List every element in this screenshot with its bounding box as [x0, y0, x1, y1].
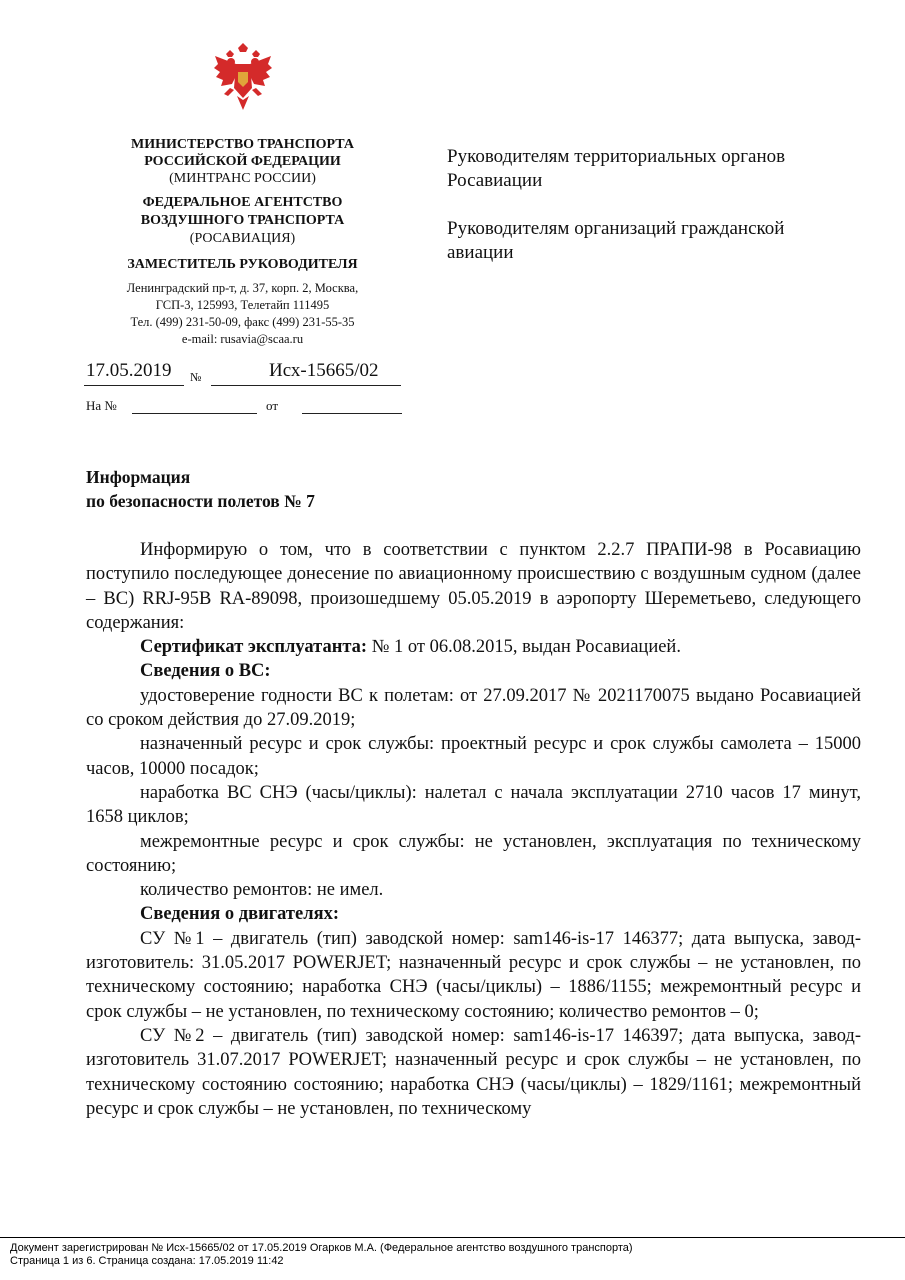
ministry-name-line2: РОССИЙСКОЙ ФЕДЕРАЦИИ: [144, 154, 341, 169]
document-number: Исх-15665/02: [269, 360, 379, 381]
paragraph-assigned-resource: назначенный ресурс и срок службы: проектный ресурс и срок службы самолета – 15000 часов, 10000 посадок;: [86, 734, 861, 779]
engines-info-heading-text: Сведения о двигателях:: [140, 904, 339, 925]
footer-line2: Страница 1 из 6. Страница создана: 17.05.2019 11:42: [10, 1255, 284, 1267]
heading-line2: по безопасности полетов № 7: [86, 491, 315, 511]
recipient-1-line2: Росавиации: [447, 170, 543, 191]
agency-short-name: (РОСАВИАЦИЯ): [189, 231, 296, 246]
paragraph-intro: Информирую о том, что в соответствии с пунктом 2.2.7 ПРАПИ-98 в Росавиацию поступило последующее донесение по авиационному происшествию с воздушным судном (далее – ВС) RRJ-95В RA-89098, произошедшему 05.05.2019 в аэропорту Шереметьево, следующего содержания:: [86, 540, 861, 633]
in-reply-to-label: На №: [86, 398, 117, 413]
paragraph-airworthiness: удостоверение годности ВС к полетам: от 27.09.2017 № 2021170075 выдано Росавиацией со сроком действия до 27.09.2019;: [86, 685, 861, 731]
aircraft-info-heading: [86, 659, 861, 683]
certificate-label: Сертификат эксплуатанта:: [140, 637, 368, 658]
date-underline: [84, 385, 184, 386]
paragraph-engine-2: СУ №2 – двигатель (тип) заводской номер: sam146-is-17 146397; дата выпуска, завод-изготовитель 31.07.2017 POWERJET; назначенный ресурс и срок службы – не установлен, по техническому состоянию состоянию; наработка СНЭ (часы/циклы) – 1829/1161; межремонтный ресурс и срок службы – не установлен, по техническому: [86, 1025, 861, 1119]
footer-divider: [0, 1237, 905, 1238]
address-line2: ГСП-3, 125993, Телетайп 111495: [155, 298, 330, 312]
email: e-mail: rusavia@scaa.ru: [181, 332, 304, 346]
certificate-value: № 1 от 06.08.2015, выдан Росавиацией.: [367, 637, 681, 658]
paragraph-overhaul-resource: межремонтные ресурс и срок службы: не установлен, эксплуатация по техническому состоянию;: [86, 831, 861, 876]
footer-line1: Документ зарегистрирован № Исх-15665/02 от 17.05.2019 Огарков М.А. (Федеральное агентство воздушного транспорта): [10, 1242, 633, 1254]
agency-name-line2: ВОЗДУШНОГО ТРАНСПОРТА: [140, 213, 345, 228]
document-date: 17.05.2019: [86, 360, 172, 381]
from-date-label: от: [266, 398, 279, 413]
coat-of-arms-emblem: [212, 42, 274, 114]
ministry-short-name: (МИНТРАНС РОССИИ): [169, 171, 316, 186]
agency-name-line1: ФЕДЕРАЛЬНОЕ АГЕНТСТВО: [142, 195, 343, 210]
paragraph-engine-1: СУ №1 – двигатель (тип) заводской номер: sam146-is-17 146377; дата выпуска, завод-изготовитель: 31.05.2017 POWERJET; назначенный ресурс и срок службы – не установлен, по техническому состоянию; наработка СНЭ (часы/циклы) – 1886/1155; межремонтный ресурс и срок службы – не установлен, по техническому состоянию; количество ремонтов – 0;: [86, 928, 861, 1022]
document-heading: [86, 465, 315, 513]
paragraph-repairs: количество ремонтов: не имел.: [140, 880, 384, 901]
number-label: №: [190, 370, 202, 384]
aircraft-info-heading-text: Сведения о ВС:: [140, 661, 271, 682]
heading-line1: Информация: [86, 467, 191, 487]
number-underline: [211, 385, 401, 386]
document-body: [86, 538, 861, 1121]
recipient-1-line1: Руководителям территориальных органов: [447, 146, 786, 167]
from-date-underline: [302, 413, 402, 414]
position-title: ЗАМЕСТИТЕЛЬ РУКОВОДИТЕЛЯ: [127, 257, 358, 272]
engines-info-heading: [86, 902, 861, 926]
phone-fax: Тел. (499) 231-50-09, факс (499) 231-55-35: [130, 315, 355, 329]
paragraph-certificate: [86, 635, 861, 659]
registration-footer: [10, 1242, 633, 1268]
in-reply-to-underline: [132, 413, 257, 414]
recipient-2-line2: авиации: [447, 242, 514, 263]
ministry-name-line1: МИНИСТЕРСТВО ТРАНСПОРТА: [130, 137, 355, 152]
address-line1: Ленинградский пр-т, д. 37, корп. 2, Москва,: [126, 281, 359, 295]
paragraph-operating-time: наработка ВС СНЭ (часы/циклы): налетал с начала эксплуатации 2710 часов 17 минут, 1658 циклов;: [86, 782, 861, 828]
recipient-2-line1: Руководителям организаций гражданской: [447, 218, 785, 239]
